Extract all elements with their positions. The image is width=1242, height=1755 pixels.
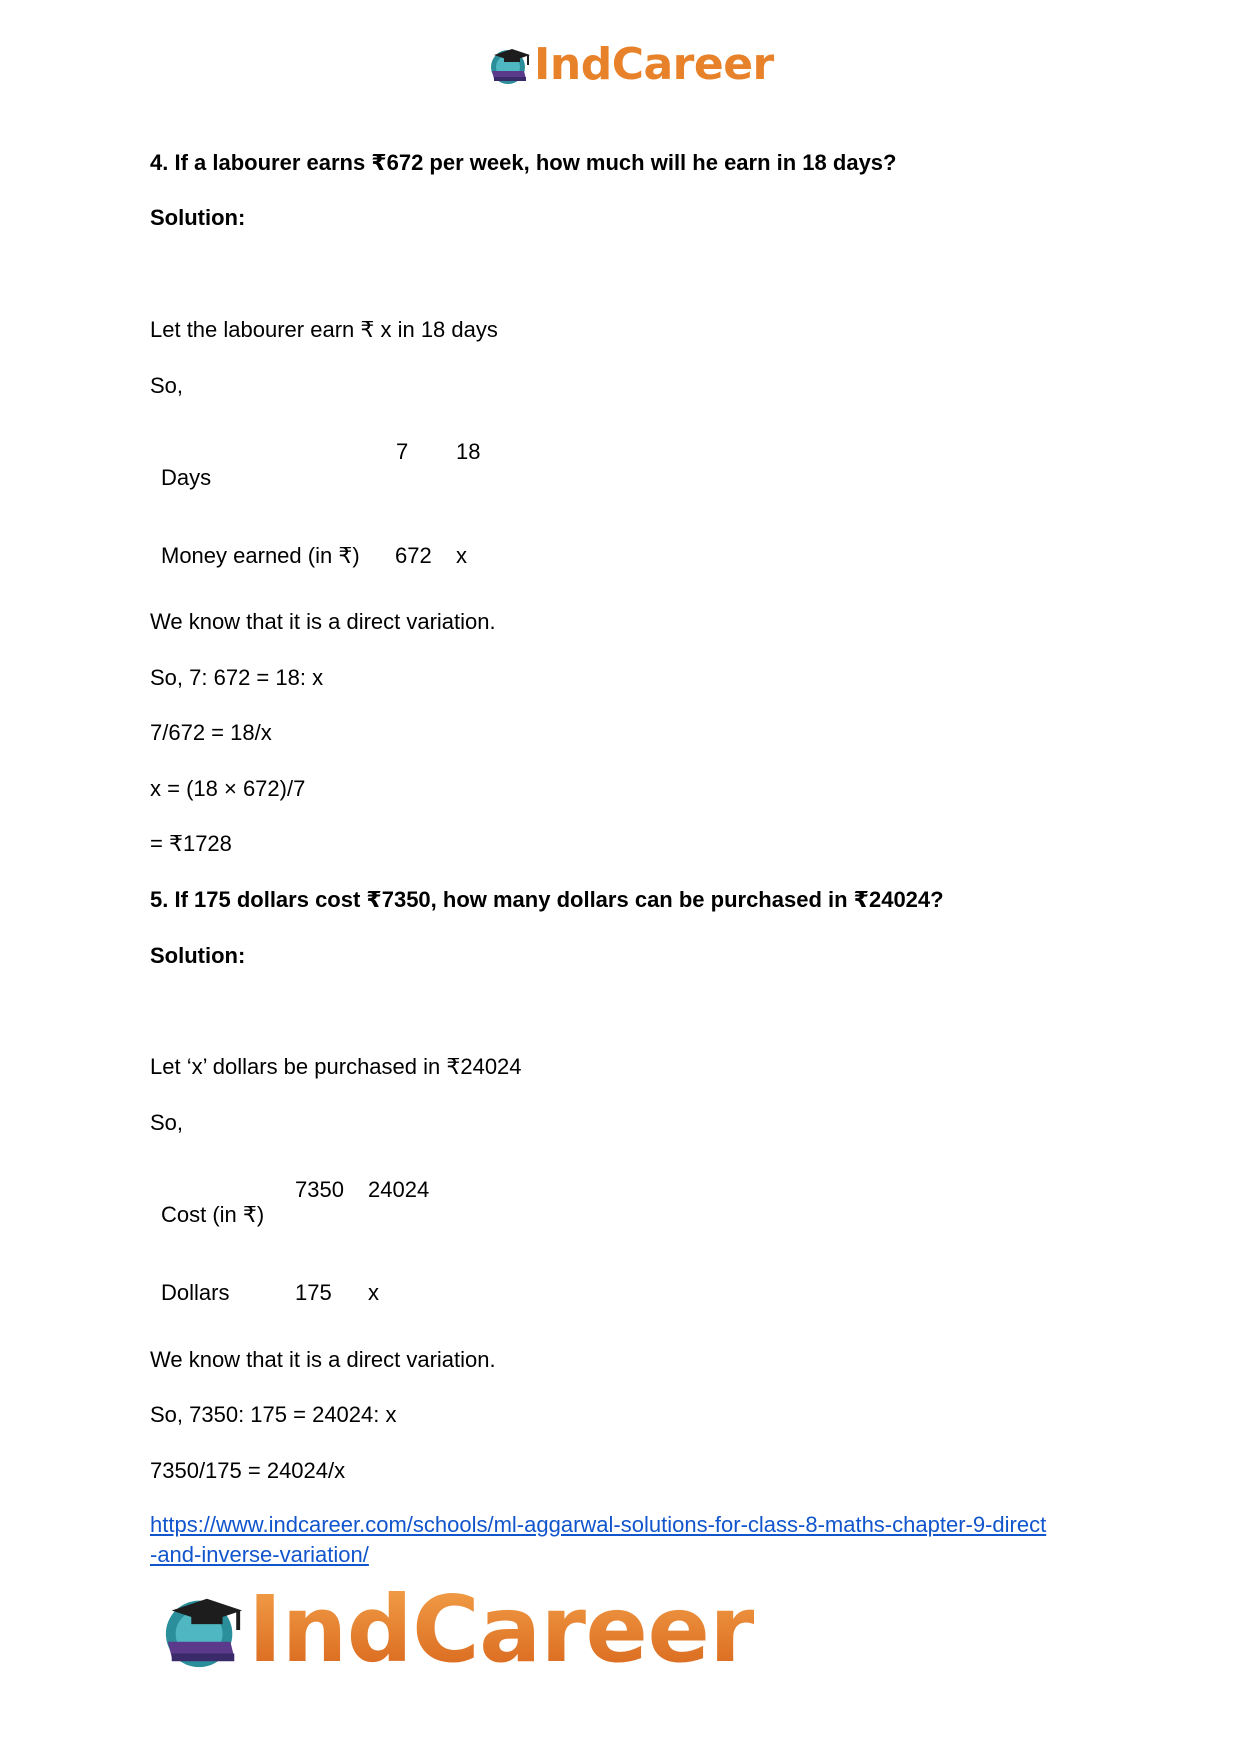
footer-link-block <box>150 1510 1046 1570</box>
source-url-line-1: https://www.indcareer.com/schools/ml-aggarwal-solutions-for-class-8-maths-chapter-9-direct <box>150 1512 1047 1537</box>
q5-cost-value-1: 7350 <box>295 1177 344 1202</box>
q4-row-label-money: Money earned (in ₹) <box>161 543 360 568</box>
q4-days-value-2: 18 <box>456 439 481 464</box>
q5-row-label-dollars: Dollars <box>161 1280 230 1305</box>
q5-row-label-cost: Cost (in ₹) <box>161 1202 265 1227</box>
q4-money-value-2: x <box>456 543 467 568</box>
brand-name: IndCareer <box>534 39 774 90</box>
indcareer-logo-icon <box>488 43 532 87</box>
brand-name-footer: IndCareer <box>248 1576 755 1683</box>
indcareer-logo-icon <box>160 1587 246 1673</box>
q4-money-value-1: 672 <box>395 543 432 568</box>
q5-dollars-value-2: x <box>368 1280 379 1305</box>
header-logo <box>488 39 774 90</box>
q4-step-2: So, 7: 672 = 18: x <box>150 665 324 690</box>
footer-logo <box>160 1576 755 1683</box>
q4-so: So, <box>150 373 184 398</box>
source-url-link[interactable] <box>150 1512 1046 1567</box>
q4-step-1: We know that it is a direct variation. <box>150 609 496 634</box>
question-5: 5. If 175 dollars cost ₹7350, how many dollars can be purchased in ₹24024? <box>150 887 944 912</box>
q4-step-4: x = (18 × 672)/7 <box>150 776 306 801</box>
q5-step-1: We know that it is a direct variation. <box>150 1347 496 1372</box>
q5-so: So, <box>150 1110 184 1135</box>
q4-step-3: 7/672 = 18/x <box>150 720 272 745</box>
q5-step-2: So, 7350: 175 = 24024: x <box>150 1402 397 1427</box>
q4-row-label-days: Days <box>161 465 212 490</box>
q4-let-line: Let the labourer earn ₹ x in 18 days <box>150 317 498 342</box>
solution-label-5: Solution: <box>150 943 246 968</box>
q5-dollars-value-1: 175 <box>295 1280 332 1305</box>
q5-let-line: Let ‘x’ dollars be purchased in ₹24024 <box>150 1054 522 1079</box>
q5-step-3: 7350/175 = 24024/x <box>150 1458 346 1483</box>
q4-days-value-1: 7 <box>396 439 409 464</box>
q4-step-5: = ₹1728 <box>150 831 232 856</box>
q5-cost-value-2: 24024 <box>368 1177 430 1202</box>
source-url-line-2: -and-inverse-variation/ <box>150 1542 369 1567</box>
solution-label-4: Solution: <box>150 205 246 230</box>
question-4: 4. If a labourer earns ₹672 per week, how much will he earn in 18 days? <box>150 150 897 175</box>
